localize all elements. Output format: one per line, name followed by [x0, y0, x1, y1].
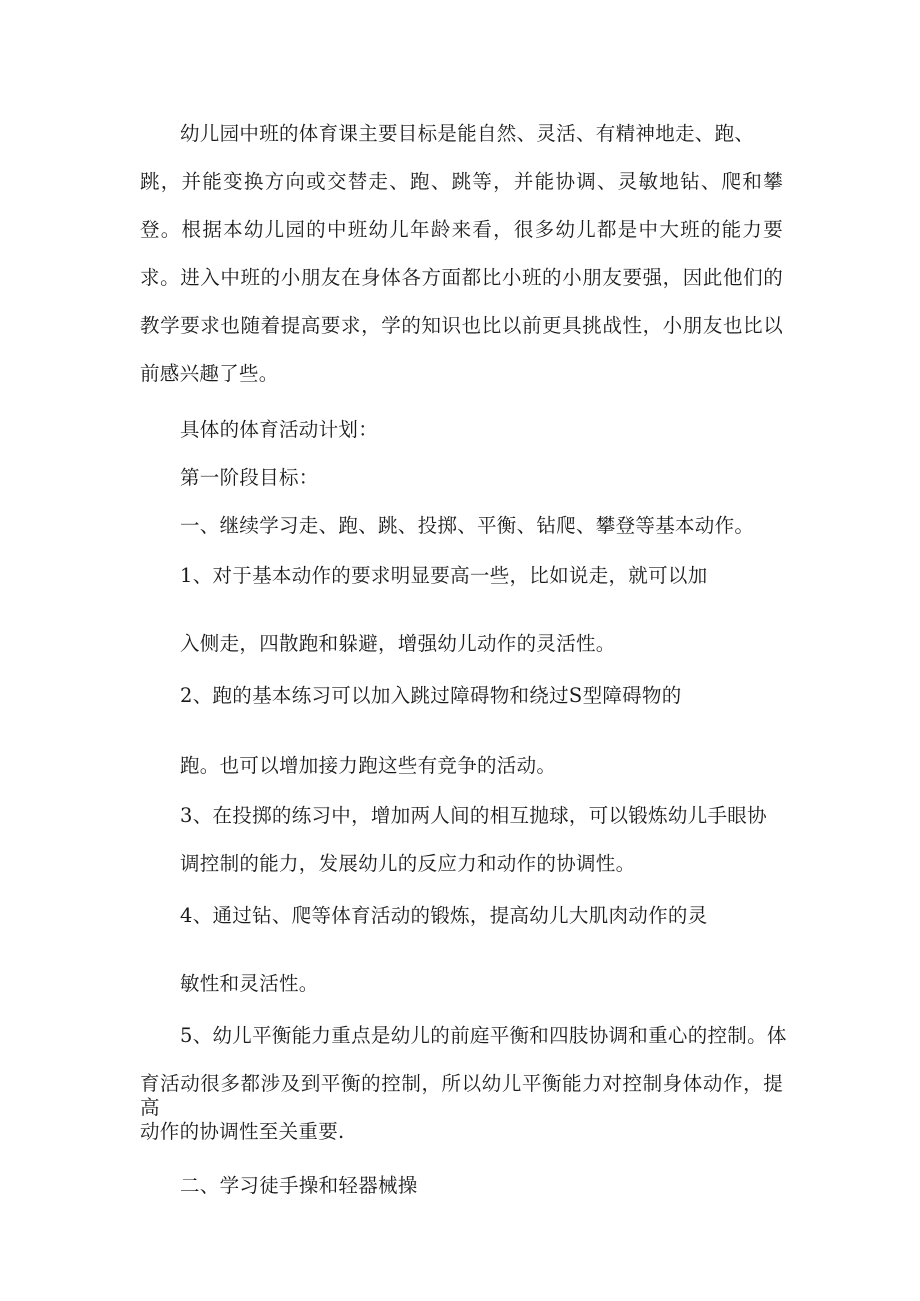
paragraph-1-line-2: 跳，并能变换方向或交替走、跑、跳等，并能协调、灵敏地钻、爬和攀	[140, 170, 783, 193]
item-4-line-1: 4、通过钻、爬等体育活动的锻炼，提高幼儿大肌肉动作的灵	[180, 904, 708, 927]
item-5-line-2: 育活动很多都涉及到平衡的控制，所以幼儿平衡能力对控制身体动作，提高	[140, 1072, 783, 1119]
stage-one-heading: 第一阶段目标：	[180, 466, 319, 489]
paragraph-1-line-4: 求。进入中班的小朋友在身体各方面都比小班的小朋友要强，因此他们的	[140, 266, 783, 289]
item-4-line-2: 敏性和灵活性。	[180, 972, 319, 995]
item-1-line-1: 1、对于基本动作的要求明显要高一些，比如说走，就可以加	[180, 564, 708, 587]
item-5-line-1: 5、幼儿平衡能力重点是幼儿的前庭平衡和四肢协调和重心的控制。体	[180, 1024, 787, 1047]
item-2-line-1: 2、跑的基本练习可以加入跳过障碍物和绕过S型障碍物的	[180, 684, 682, 707]
paragraph-1-line-5: 教学要求也随着提高要求，学的知识也比以前更具挑战性，小朋友也比以	[140, 314, 783, 337]
item-3-line-2: 调控制的能力，发展幼儿的反应力和动作的协调性。	[180, 852, 636, 875]
section-one-title: 一、继续学习走、跑、跳、投掷、平衡、钻爬、攀登等基本动作。	[180, 514, 755, 537]
item-2-line-2: 跑。也可以增加接力跑这些有竞争的活动。	[180, 754, 557, 777]
paragraph-1-line-1: 幼儿园中班的体育课主要目标是能自然、灵活、有精神地走、跑、	[180, 122, 755, 145]
item-3-line-1: 3、在投掷的练习中，增加两人间的相互抛球，可以锻炼幼儿手眼协	[180, 804, 767, 827]
paragraph-1-line-6: 前感兴趣了些。	[140, 362, 279, 385]
item-1-line-2: 入侧走，四散跑和躲避，增强幼儿动作的灵活性。	[180, 632, 616, 655]
paragraph-1-line-3: 登。根据本幼儿园的中班幼儿年龄来看，很多幼儿都是中大班的能力要	[140, 218, 783, 241]
plan-heading: 具体的体育活动计划：	[180, 418, 379, 441]
item-5-line-3: 动作的协调性至关重要.	[140, 1120, 345, 1143]
section-two-title: 二、学习徒手操和轻器械操	[180, 1174, 418, 1197]
